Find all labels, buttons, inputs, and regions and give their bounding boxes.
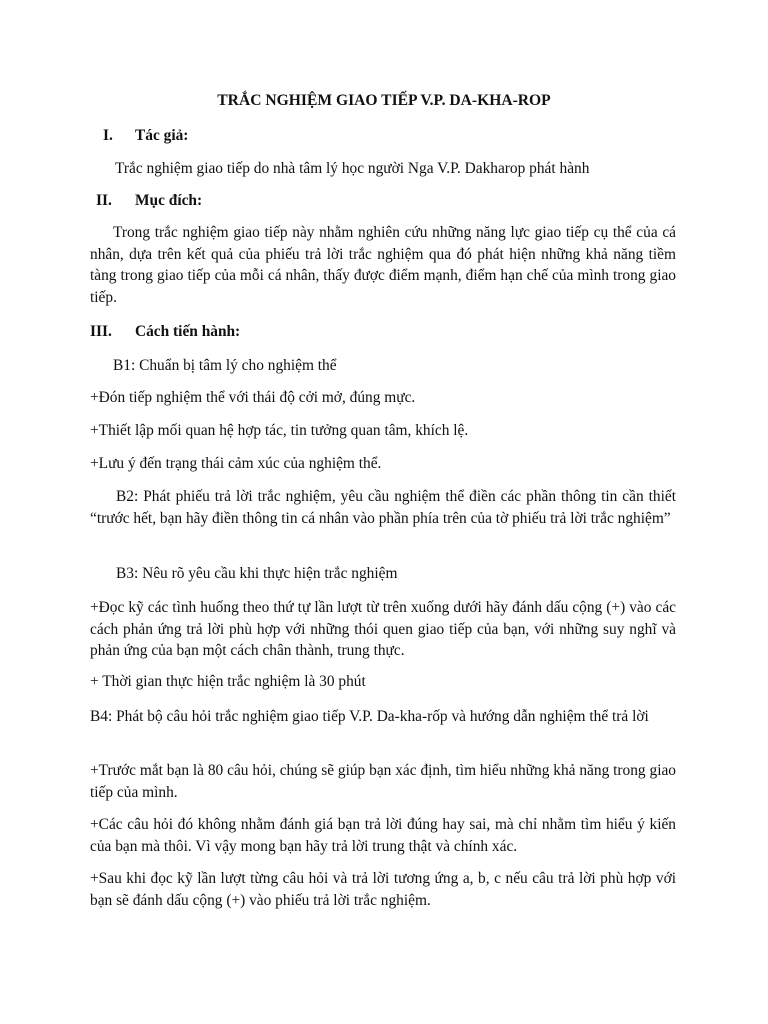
list-item: +Sau khi đọc kỹ lần lượt từng câu hỏi và trả lời tương ứng a, b, c nếu câu trả lời phù hợp với bạn sẽ đánh dấu cộng (+) vào phiếu trả lời trắc nghiệm.: [90, 870, 676, 909]
section-number: I.: [103, 127, 113, 144]
section-number: III.: [90, 323, 112, 340]
list-item: +Đón tiếp nghiệm thể với thái độ cởi mở, đúng mực.: [90, 389, 416, 406]
section-2-paragraph: Trong trắc nghiệm giao tiếp này nhằm nghiên cứu những năng lực giao tiếp cụ thể của cá nhân, dựa trên kết quả của phiếu trả lời trắc nghiệm qua đó phát hiện những khả năng tiềm tàng trong giao tiếp của mỗi cá nhân, thấy được điểm mạnh, điểm hạn chế của mình trong giao tiếp.: [90, 224, 676, 306]
list-item: +Lưu ý đến trạng thái cảm xúc của nghiệm thể.: [90, 455, 382, 472]
list-item: +Thiết lập mối quan hệ hợp tác, tin tưởng quan tâm, khích lệ.: [90, 422, 469, 439]
step-b1: B1: Chuẩn bị tâm lý cho nghiệm thể: [113, 357, 337, 374]
section-1-text: Trắc nghiệm giao tiếp do nhà tâm lý học người Nga V.P. Dakharop phát hành: [115, 160, 590, 177]
section-title: Cách tiến hành:: [135, 323, 241, 340]
step-b2: B2: Phát phiếu trả lời trắc nghiệm, yêu cầu nghiệm thể điền các phần thông tin cần thiết “trước hết, bạn hãy điền thông tin cá nhân vào phần phía trên của tờ phiếu trả lời trắc nghiệm”: [90, 488, 676, 527]
section-title: Tác giả:: [135, 127, 189, 144]
document-title: TRẮC NGHIỆM GIAO TIẾP V.P. DA-KHA-ROP: [217, 92, 551, 109]
list-item: +Trước mắt bạn là 80 câu hỏi, chúng sẽ giúp bạn xác định, tìm hiểu những khả năng trong giao tiếp của mình.: [90, 762, 676, 801]
list-item: +Đọc kỹ các tình huống theo thứ tự lần lượt từ trên xuống dưới hãy đánh dấu cộng (+) vào các cách phản ứng trả lời phù hợp với những thói quen giao tiếp của bạn, với những suy nghĩ và phản ứng của bạn một cách chân thành, trung thực.: [90, 599, 676, 660]
step-b3: B3: Nêu rõ yêu cầu khi thực hiện trắc nghiệm: [116, 565, 398, 582]
list-item: + Thời gian thực hiện trắc nghiệm là 30 phút: [90, 673, 366, 690]
list-item: +Các câu hỏi đó không nhằm đánh giá bạn trả lời đúng hay sai, mà chỉ nhằm tìm hiểu ý kiến của bạn mà thôi. Vì vậy mong bạn hãy trả lời trung thật và chính xác.: [90, 816, 676, 855]
step-b4: B4: Phát bộ câu hỏi trắc nghiệm giao tiếp V.P. Da-kha-rốp và hướng dẫn nghiệm thể trả lời: [90, 708, 649, 725]
section-title: Mục đích:: [135, 192, 203, 209]
section-number: II.: [96, 192, 112, 209]
